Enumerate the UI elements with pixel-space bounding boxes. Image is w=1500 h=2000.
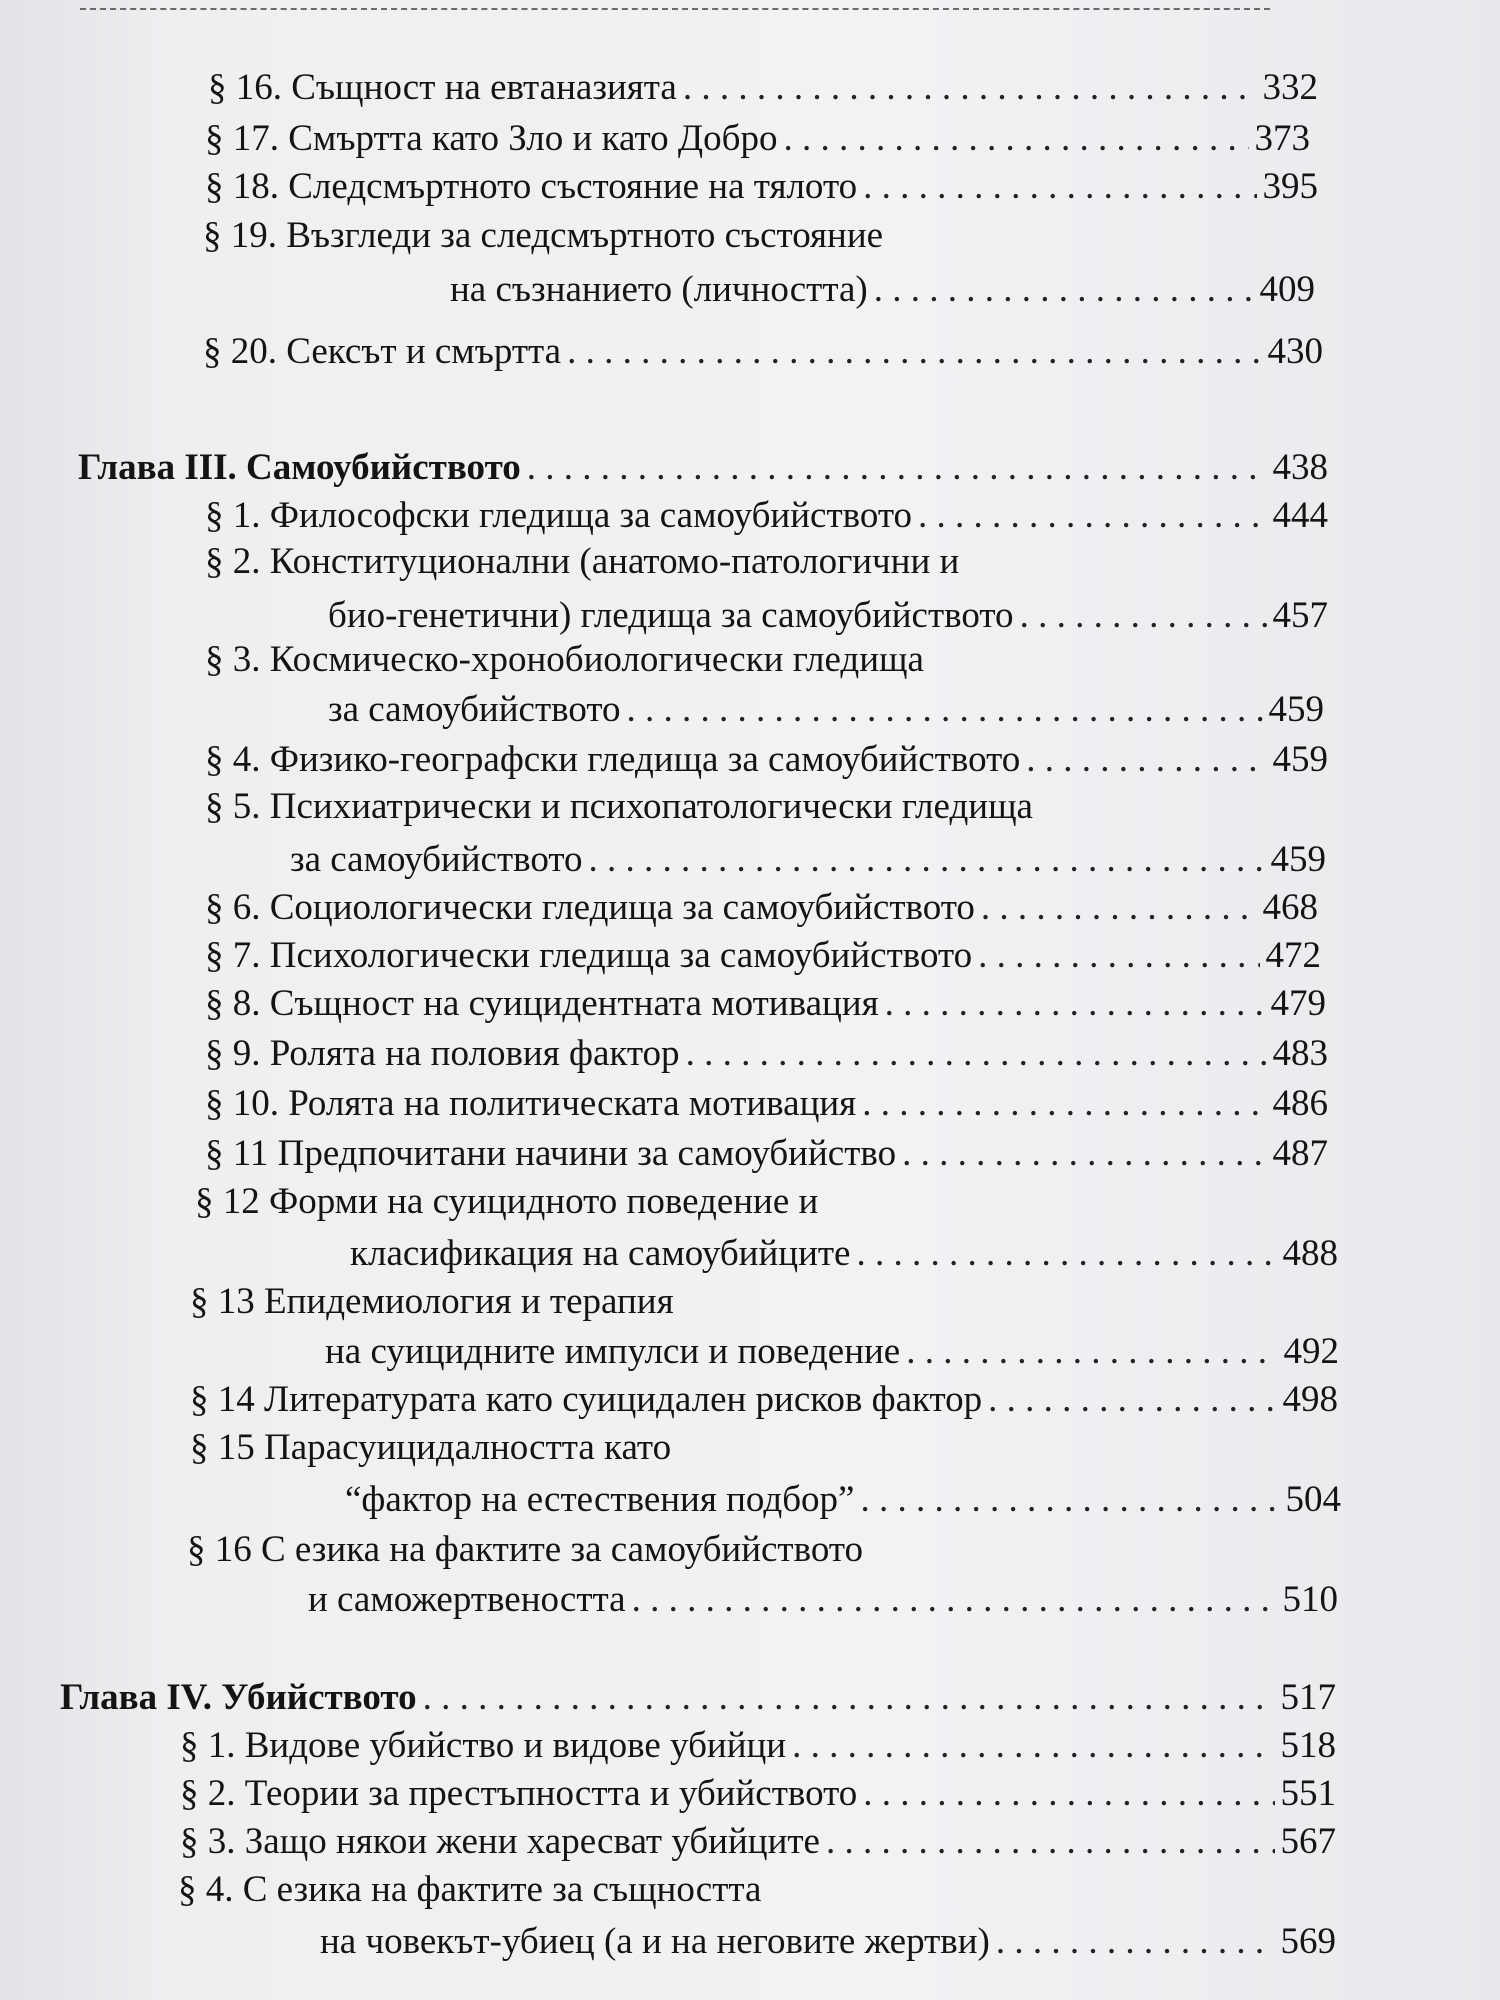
entry-title-line1: § 2. Конституционални (анатомо-патологични и [205, 541, 960, 582]
entry-title: § 14 Литературата като суицидален рисков фактор [190, 1379, 983, 1420]
entry-title: § 16. Същност на евтаназията [208, 67, 677, 108]
toc-entry [205, 1132, 1328, 1176]
entry-page: 395 [1262, 166, 1318, 207]
leader-dots [863, 1772, 1274, 1816]
entry-page: 551 [1280, 1773, 1336, 1814]
leader-dots [906, 1330, 1277, 1374]
entry-title: “фактор на естествения подбор” [345, 1479, 855, 1520]
entry-page: 498 [1282, 1379, 1338, 1420]
entry-page: 332 [1262, 67, 1318, 108]
entry-title: § 1. Философски гледища за самоубийството [205, 495, 913, 536]
entry-page: 459 [1268, 689, 1324, 730]
entry-page: 373 [1254, 118, 1310, 159]
entry-page: 457 [1272, 595, 1328, 636]
leader-dots [996, 1920, 1275, 1964]
leader-dots [423, 1676, 1275, 1720]
toc-entry [328, 594, 1328, 638]
toc-entry [350, 1232, 1338, 1276]
entry-title: § 1. Видове убийство и видове убийци [180, 1725, 787, 1766]
toc-entry [205, 117, 1310, 161]
toc-entry [190, 1378, 1338, 1422]
entry-title: § 17. Смъртта като Зло и като Добро [205, 118, 778, 159]
entry-page: 487 [1272, 1133, 1328, 1174]
leader-dots [1026, 738, 1266, 782]
leader-dots [683, 66, 1257, 110]
entry-page: 459 [1272, 739, 1328, 780]
leader-dots [863, 165, 1256, 209]
entry-title: § 11 Предпочитани начини за самоубийство [205, 1133, 897, 1174]
entry-title: § 9. Ролята на половия фактор [205, 1033, 680, 1074]
entry-page: 459 [1270, 839, 1326, 880]
entry-title: § 8. Същност на суицидентната мотивация [205, 983, 879, 1024]
leader-dots [632, 1578, 1277, 1622]
entry-page: 444 [1272, 495, 1328, 536]
leader-dots [981, 886, 1257, 930]
chapter-page: 517 [1280, 1677, 1336, 1718]
leader-dots [527, 446, 1267, 490]
chapter-heading [60, 1676, 1336, 1720]
entry-title: на суицидните импулси и поведение [325, 1331, 901, 1372]
chapter-page: 438 [1272, 447, 1328, 488]
entry-page: 409 [1259, 269, 1315, 310]
toc-entry [290, 838, 1326, 882]
toc-entry [205, 886, 1318, 930]
entry-title: за самоубийството [290, 839, 583, 880]
leader-dots [1020, 594, 1267, 638]
chapter-title: Глава IV. Убийството [60, 1677, 417, 1718]
toc-entry [325, 1330, 1339, 1374]
toc-entry [320, 1920, 1336, 1964]
entry-title: § 6. Социологически гледища за самоубийството [205, 887, 975, 928]
entry-page: 430 [1267, 331, 1323, 372]
entry-title: § 3. Защо някои жени харесват убийците [180, 1821, 820, 1862]
toc-entry [205, 494, 1328, 538]
entry-title: за самоубийството [328, 689, 621, 730]
toc-entry [450, 268, 1315, 312]
entry-title: на човекът-убиец (а и на неговите жертви) [320, 1921, 990, 1962]
leader-dots [589, 838, 1265, 882]
entry-title-line1: § 13 Епидемиология и терапия [190, 1281, 674, 1322]
chapter-title: Глава III. Самоубийството [78, 447, 521, 488]
toc-entry [180, 1772, 1336, 1816]
entry-title-line1: § 5. Психиатрически и психопатологически гледища [205, 786, 1033, 827]
entry-title: § 7. Психологически гледища за самоубийството [205, 935, 973, 976]
leader-dots [988, 1378, 1276, 1422]
entry-page: 483 [1272, 1033, 1328, 1074]
entry-page: 472 [1265, 935, 1321, 976]
entry-title: § 18. Следсмъртното състояние на тялото [205, 166, 858, 207]
entry-page: 504 [1285, 1479, 1341, 1520]
toc-entry [205, 982, 1326, 1026]
toc-entry [308, 1578, 1338, 1622]
entry-title-line1: § 12 Форми на суицидното поведение и [195, 1181, 819, 1222]
entry-page: 567 [1280, 1821, 1336, 1862]
leader-dots [874, 268, 1254, 312]
toc-entry [205, 738, 1328, 782]
entry-title-line1: § 19. Възгледи за следсмъртното състояние [203, 215, 884, 256]
leader-dots [978, 934, 1259, 978]
toc-entry [205, 934, 1321, 978]
leader-dots [627, 688, 1263, 732]
leader-dots [856, 1232, 1276, 1276]
entry-title: § 2. Теории за престъпността и убийството [180, 1773, 858, 1814]
leader-dots [862, 1082, 1266, 1126]
leader-dots [686, 1032, 1267, 1076]
entry-title-line1: § 3. Космическо-хронобиологически гледища [205, 639, 924, 680]
entry-page: 569 [1280, 1921, 1336, 1962]
entry-page: 492 [1283, 1331, 1339, 1372]
entry-title-line1: § 16 С езика на фактите за самоубийството [187, 1529, 864, 1570]
entry-title: § 20. Сексът и смъртта [203, 331, 562, 372]
entry-page: 488 [1282, 1233, 1338, 1274]
entry-page: 479 [1270, 983, 1326, 1024]
leader-dots [860, 1478, 1279, 1522]
leader-dots [918, 494, 1266, 538]
toc-entry [203, 330, 1323, 374]
chapter-heading [78, 446, 1328, 490]
toc-entry [345, 1478, 1341, 1522]
toc-entry [180, 1724, 1336, 1768]
entry-title: био-генетични) гледища за самоубийството [328, 595, 1014, 636]
entry-title: на съзнанието (личността) [450, 269, 868, 310]
toc-entry [205, 165, 1318, 209]
leader-dots [783, 117, 1248, 161]
entry-page: 486 [1272, 1083, 1328, 1124]
entry-title: § 10. Ролята на политическата мотивация [205, 1083, 857, 1124]
leader-dots [567, 330, 1261, 374]
toc-entry [205, 1032, 1328, 1076]
toc-entry [205, 1082, 1328, 1126]
entry-title: класификация на самоубийците [350, 1233, 851, 1274]
entry-title-line1: § 15 Парасуицидалността като [190, 1427, 672, 1468]
entry-page: 468 [1262, 887, 1318, 928]
toc-entry [328, 688, 1324, 732]
leader-dots [885, 982, 1265, 1026]
entry-page: 510 [1282, 1579, 1338, 1620]
leader-dots [826, 1820, 1275, 1864]
toc-entry [180, 1820, 1336, 1864]
entry-title: и саможертвеността [308, 1579, 626, 1620]
toc-entry [208, 66, 1318, 110]
leader-dots [902, 1132, 1266, 1176]
entry-title-line1: § 4. С езика на фактите за същността [178, 1869, 762, 1910]
entry-page: 518 [1280, 1725, 1336, 1766]
entry-title: § 4. Физико-географски гледища за самоубийството [205, 739, 1021, 780]
leader-dots [792, 1724, 1274, 1768]
